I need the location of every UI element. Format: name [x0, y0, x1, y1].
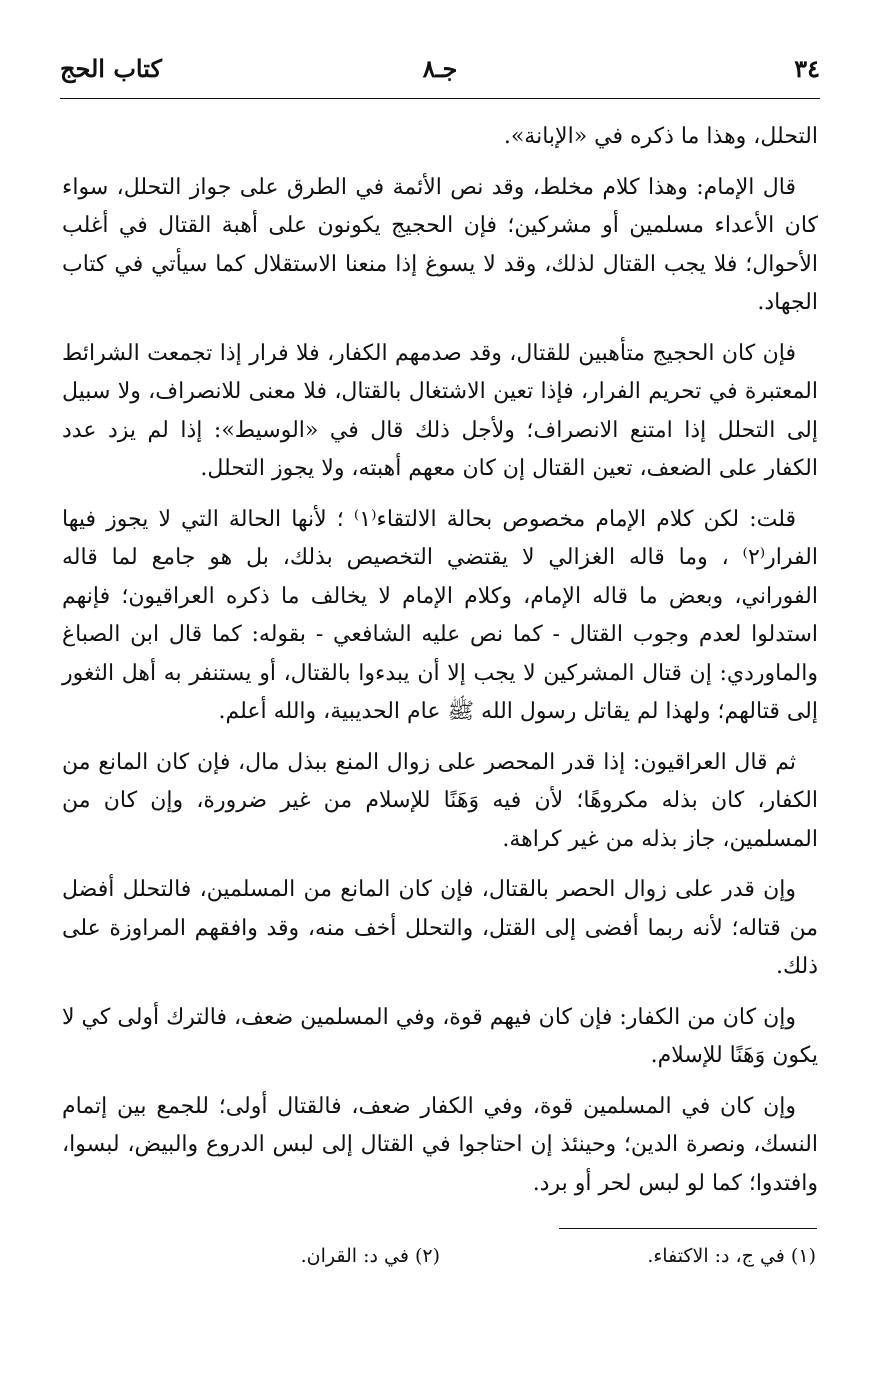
footnote-2: (٢) في د: القران.	[300, 1245, 440, 1267]
paragraph: وإن كان من الكفار: فإن كان فيهم قوة، وفي المسلمين ضعف، فالترك أولى كي لا يكون وَهَنًا للإسلام.	[62, 1004, 818, 1068]
paragraph: وإن قدر على زوال الحصر بالقتال، فإن كان المانع من المسلمين، فالتحلل أفضل من قتاله؛ لأنه ربما أفضى إلى القتل، والتحلل أخف منه، وقد وافقهم المراوزة على ذلك.	[62, 877, 818, 979]
paragraph: ثم قال العراقيون: إذا قدر المحصر على زوال المنع ببذل مال، فإن كان المانع من الكفار، كان بذله مكروهًا؛ لأن فيه وَهَنًا للإسلام من غير ضرورة، وإن كان من المسلمين، جاز بذله من غير كراهة.	[62, 749, 818, 852]
footnotes	[60, 1245, 816, 1279]
paragraph: فإن كان الحجيج متأهبين للقتال، وقد صدمهم الكفار، فلا فرار إذا تجمعت الشرائط المعتبرة في تحريم الفرار، فإذا تعين الاشتغال بالقتال، فلا معنى للانصراف، ولا سبيل إلى التحلل إذا امتنع الانصراف؛ ولأجل ذلك قال في «الوسيط»: إذا لم يزد عدد الكفار على الضعف، تعين القتال إن كان معهم أهبته، ولا يجوز التحلل.	[62, 340, 818, 481]
paragraph: وإن كان في المسلمين قوة، وفي الكفار ضعف، فالقتال أولى؛ للجمع بين إتمام النسك، ونصرة الدين؛ وحينئذ إن احتاجوا في القتال إلى لبس الدروع والبيض، لبسوا، وافتدوا؛ كما لو لبس لحر أو برد.	[62, 1093, 818, 1196]
book-title: كتاب الحج	[60, 54, 162, 83]
main-text	[62, 118, 818, 1215]
page-number: ٣٤	[794, 54, 820, 83]
footnote-divider	[559, 1228, 817, 1229]
paragraph: التحلل، وهذا ما ذكره في «الإبانة».	[503, 124, 818, 149]
paragraph: قلت: لكن كلام الإمام مخصوص بحالة الالتقاء⁽١⁾ ؛ لأنها الحالة التي لا يجوز فيها الفرار⁽٢⁾ ، وما قاله الغزالي لا يقتضي التخصيص بذلك، بل هو جامع لما قاله الفوراني، وبعض ما قاله الإمام، وكلام الإمام لا يخالف ما ذكره العراقيون؛ فإنهم استدلوا لعدم وجوب القتال - كما نص عليه الشافعي - بقوله: كما قال ابن الصباغ والماوردي: إن قتال المشركين لا يجب إلا أن يبدءوا بالقتال، أو يستنفر به أهل الثغور إلى قتالهم؛ ولهذا لم يقاتل رسول الله ﷺ عام الحديبية، والله أعلم.	[62, 506, 818, 724]
footnote-1: (١) في ج، د: الاكتفاء.	[647, 1245, 816, 1267]
page-header	[60, 54, 820, 94]
header-divider	[60, 98, 820, 99]
paragraph: قال الإمام: وهذا كلام مخلط، وقد نص الأئمة في الطرق على جواز التحلل، سواء كان الأعداء مسلمين أو مشركين؛ فإن الحجيج يكونون على أهبة القتال في أغلب الأحوال؛ فلا يجب القتال لذلك، وقد لا يسوغ إذا منعنا الاستقلال كما سيأتي في كتاب الجهاد.	[62, 174, 818, 315]
volume-label: جـ٨	[422, 54, 458, 83]
